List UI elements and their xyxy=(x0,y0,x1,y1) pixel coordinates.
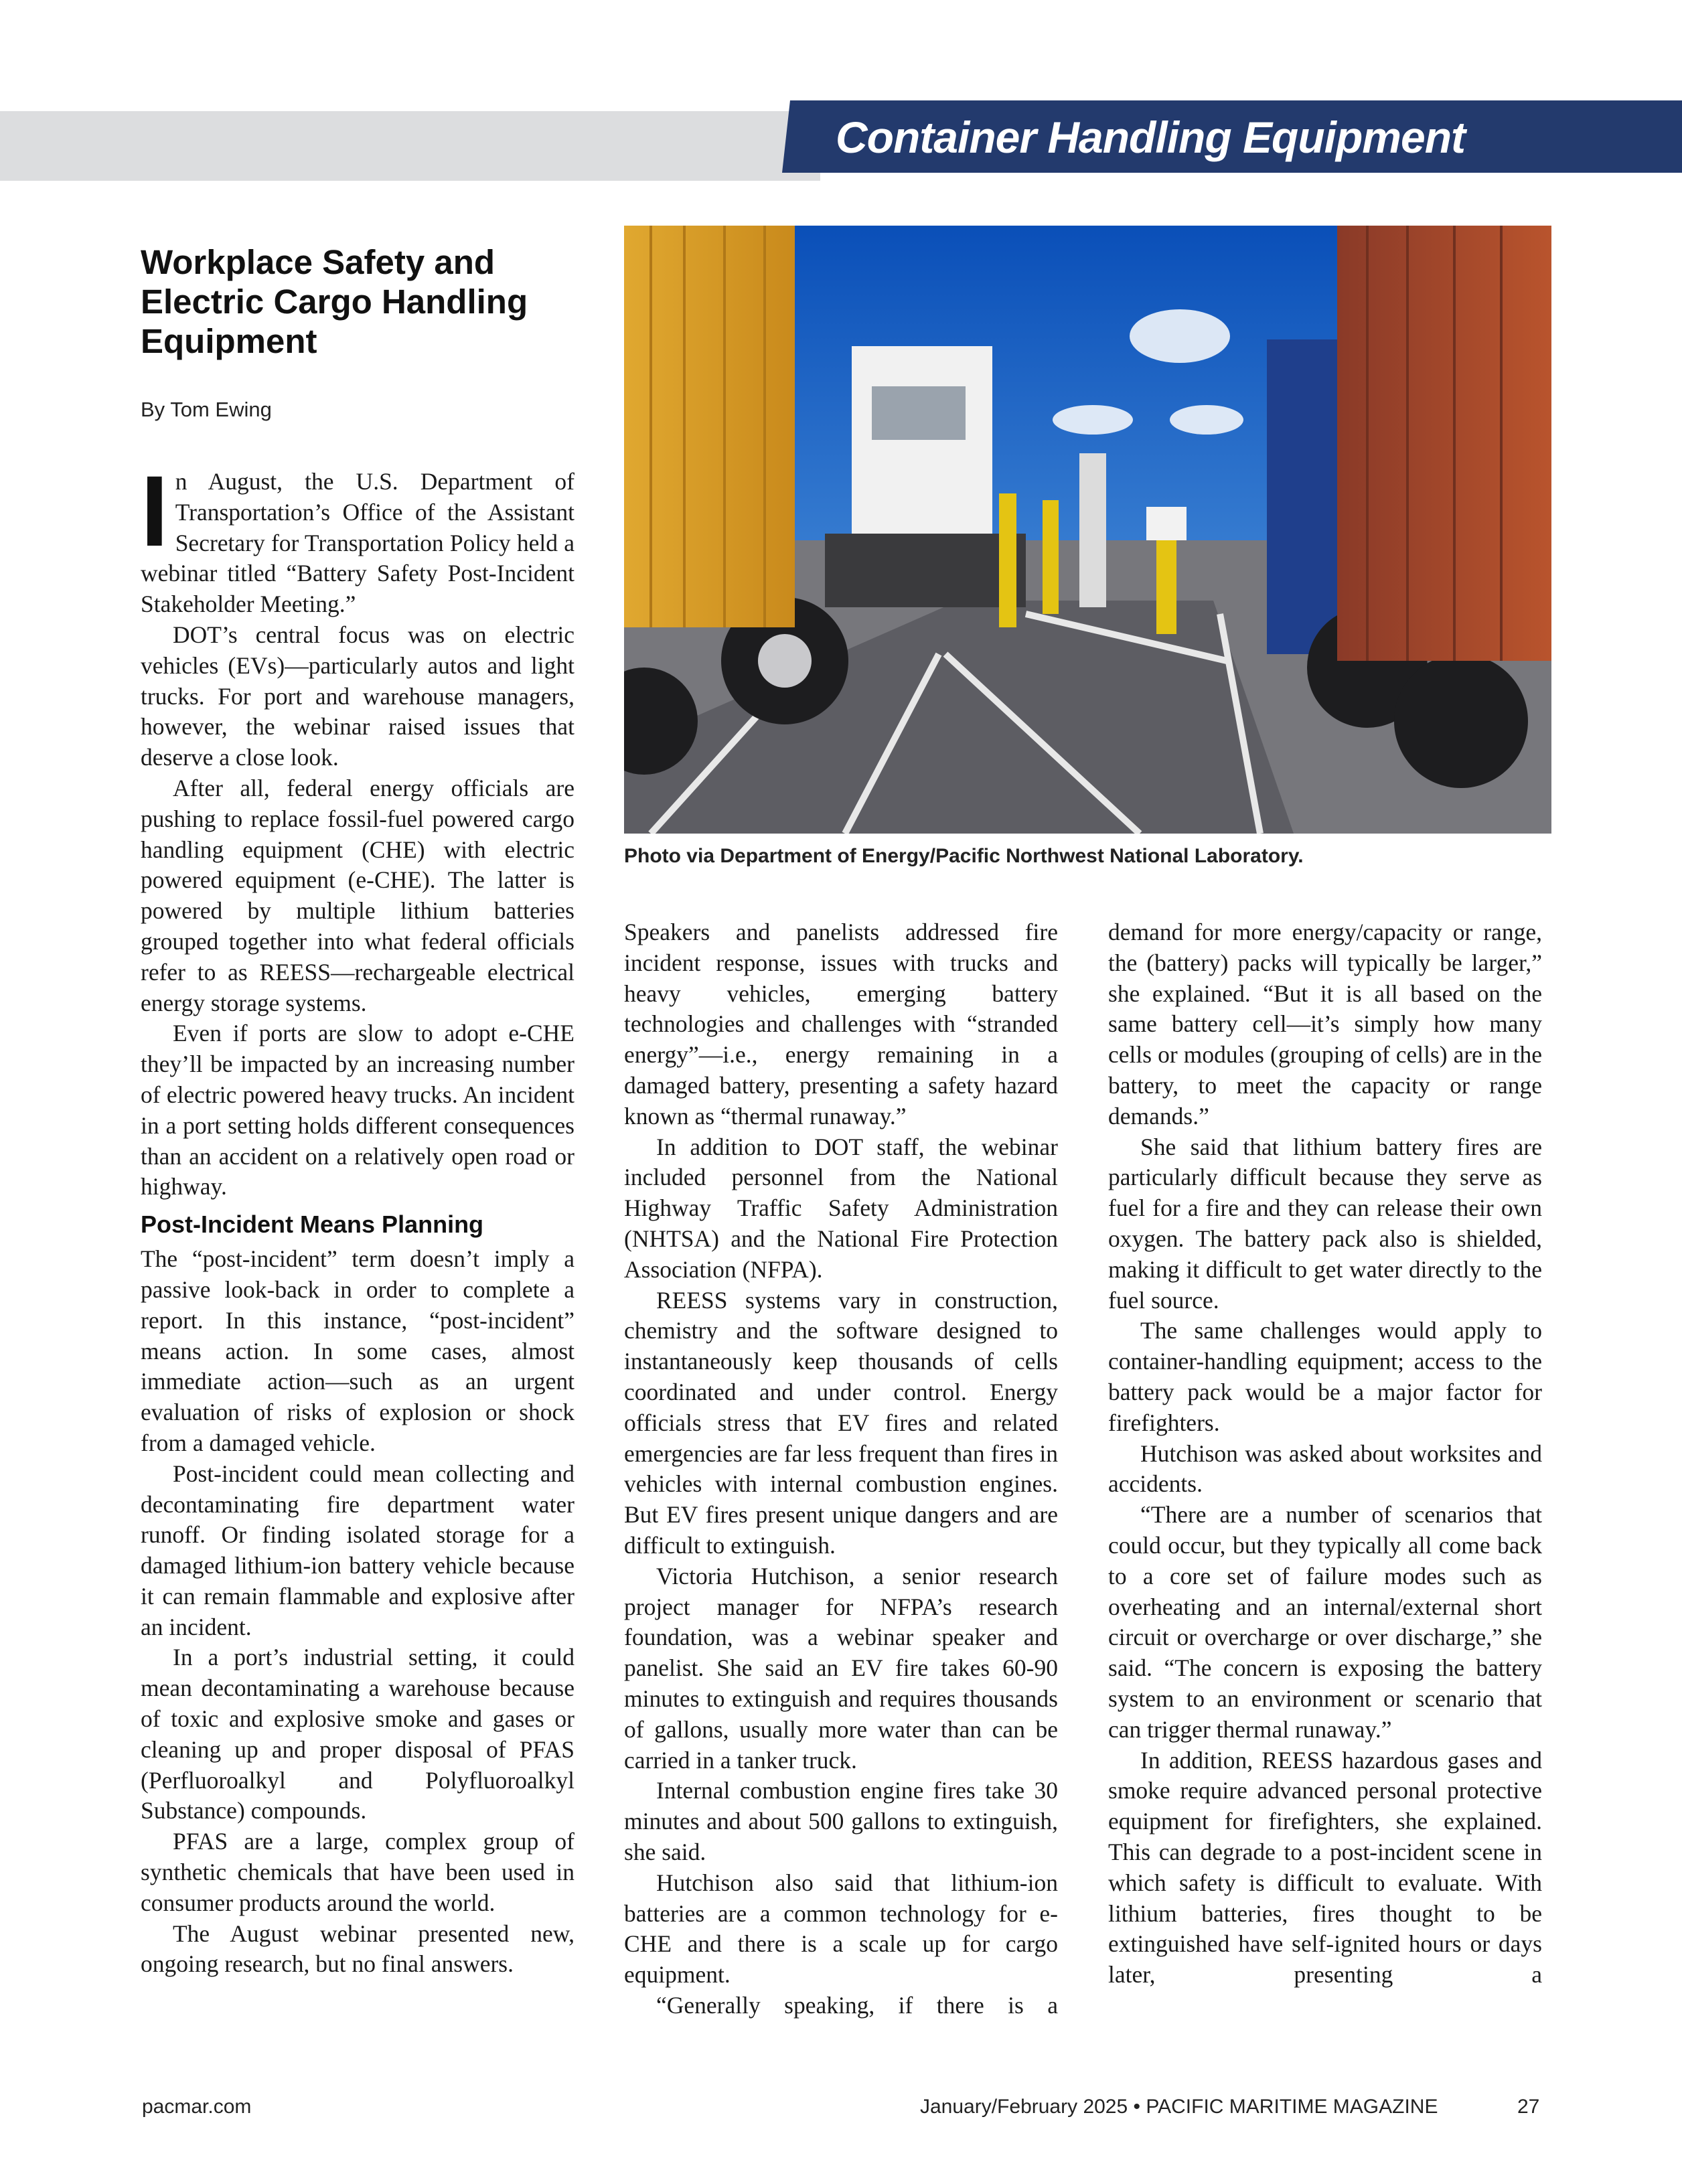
header-grey-bar xyxy=(0,111,820,181)
photo-caption: Photo via Department of Energy/Pacific Northwest National Laboratory. xyxy=(624,845,1304,867)
paragraph: DOT’s central focus was on electric vehicles (EVs)—particularly autos and light trucks. For port and warehouse managers, however, the webinar raised issues that deserve a close look. xyxy=(141,621,575,771)
column-2 xyxy=(624,917,1058,2021)
paragraph: PFAS are a large, complex group of synthetic chemicals that have been used in consumer products around the world. xyxy=(141,1828,575,1916)
drop-cap: I xyxy=(141,455,169,567)
paragraph: The same challenges would apply to container-handling equipment; access to the battery pack would be a major factor for firefighters. xyxy=(1108,1317,1542,1436)
paragraph: In addition, REESS hazardous gases and smoke require advanced personal protective equipment for firefighters, she explained. This can degrade to a post-incident scene in which safety is difficult to evaluate. With lithium batteries, fires thought to be extinguished have self-ignited hours or days later, presenting a xyxy=(1108,1746,1542,1988)
page-number: 27 xyxy=(1517,2096,1540,2118)
paragraph: “There are a number of scenarios that could occur, but they typically all come back to a core set of failure modes such as overheating and an internal/external short circuit or overcharge or over discharge,” she said. “The concern is exposing the battery system to an environment or scenario that can trigger thermal runaway.” xyxy=(1108,1501,1542,1743)
paragraph: After all, federal energy officials are pushing to replace fossil-fuel powered cargo handling equipment (CHE) with electric powered equipment (e-CHE). The latter is powered by multiple lithium batteries grouped together into what federal officials refer to as REESS—rechargeable electrical energy storage systems. xyxy=(141,774,575,1016)
paragraph: demand for more energy/capacity or range, the (battery) packs will typically be larger,” she explained. “But it is all based on the same battery cell—it’s simply how many cells or modules (grouping of cells) are in the battery, to meet the capacity or range demands.” xyxy=(1108,919,1542,1129)
paragraph: In a port’s industrial setting, it could mean decontaminating a warehouse because of toxic and explosive smoke and gases or cleaning up and proper disposal of PFAS (Perfluoroalkyl and Polyfluoroalkyl Substance) compounds. xyxy=(141,1644,575,1824)
paragraph-text: n August, the U.S. Department of Transportation’s Office of the Assistant Secretary for Transportation Policy held a webinar titled “Battery Safety Post-Incident Stakeholder Meeting.” xyxy=(141,468,575,618)
paragraph: REESS systems vary in construction, chemistry and the software designed to instantaneously keep thousands of cells coordinated and under control. Energy officials stress that EV fires and related emergencies are far less frequent than fires in vehicles with internal combustion engines. But EV fires present unique dangers and are difficult to extinguish. xyxy=(624,1286,1058,1559)
paragraph xyxy=(141,455,575,620)
column-1 xyxy=(141,455,575,1980)
paragraph: The “post-incident” term doesn’t imply a passive look-back in order to complete a report. In this instance, “post-incident” means action. In some cases, almost immediate action—such as an urgent evaluation of risks of explosion or shock from a damaged vehicle. xyxy=(141,1245,575,1456)
footer-issue: January/February 2025 • PACIFIC MARITIME MAGAZINE xyxy=(920,2096,1438,2118)
paragraph: Speakers and panelists addressed fire incident response, issues with trucks and heavy vehicles, emerging battery technologies and challenges with “stranded energy”—i.e., energy remaining in a damaged battery, presenting a safety hazard known as “thermal runaway.” xyxy=(624,919,1058,1129)
byline: By Tom Ewing xyxy=(141,398,272,421)
article-title: Workplace Safety and Electric Cargo Handling Equipment xyxy=(141,243,528,360)
paragraph: Even if ports are slow to adopt e-CHE they’ll be impacted by an increasing number of electric powered heavy trucks. An incident in a port setting holds different consequences than an accident on a relatively open road or highway. xyxy=(141,1020,575,1200)
article-photo xyxy=(624,226,1551,834)
paragraph: Hutchison also said that lithium-ion batteries are a common technology for e-CHE and there is a scale up for cargo equipment. xyxy=(624,1869,1058,1988)
paragraph: The August webinar presented new, ongoing research, but no final answers. xyxy=(141,1920,575,1978)
paragraph: “Generally speaking, if there is a xyxy=(656,1991,1058,2019)
subheading: Post-Incident Means Planning xyxy=(141,1211,484,1239)
paragraph: Internal combustion engine fires take 30 minutes and about 500 gallons to extinguish, she said. xyxy=(624,1777,1058,1865)
section-title: Container Handling Equipment xyxy=(836,112,1465,162)
paragraph: Post-incident could mean collecting and decontaminating fire department water runoff. Or finding isolated storage for a damaged lithium-ion battery vehicle because it can remain flammable and explosive after an incident. xyxy=(141,1460,575,1640)
footer-site-link[interactable]: pacmar.com xyxy=(142,2096,252,2118)
paragraph: Victoria Hutchison, a senior research project manager for NFPA’s research foundation, was a webinar speaker and panelist. She said an EV fire takes 60-90 minutes to extinguish and requires thousands of gallons, usually more water than can be carried in a tanker truck. xyxy=(624,1562,1058,1774)
paragraph: In addition to DOT staff, the webinar included personnel from the National Highway Traffic Safety Administration (NHTSA) and the National Fire Protection Association (NFPA). xyxy=(624,1133,1058,1283)
column-3 xyxy=(1108,917,1542,1991)
charging-station-photo xyxy=(624,226,1551,834)
paragraph: Hutchison was asked about worksites and accidents. xyxy=(1108,1439,1542,1498)
paragraph: She said that lithium battery fires are particularly difficult because they serve as fuel for a fire and they can release their own oxygen. The battery pack also is shielded, making it difficult to get water directly to the fuel source. xyxy=(1108,1133,1542,1314)
